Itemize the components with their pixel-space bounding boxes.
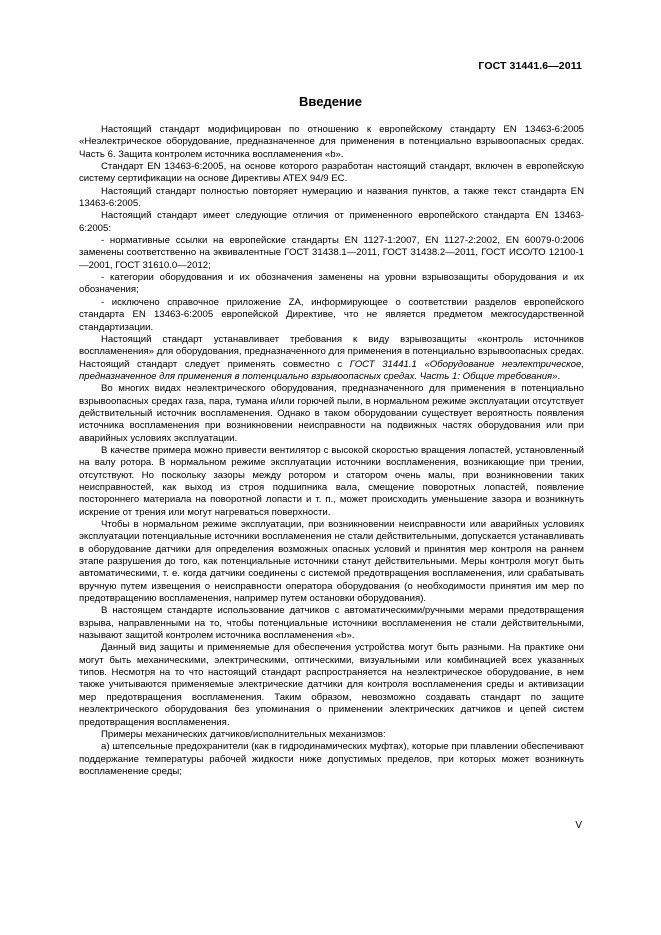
paragraph: Настоящий стандарт имеет следующие отличия от примененного европейского стандарта EN 13463-6:2005: [79,210,584,234]
body-text [79,124,584,778]
paragraph: В настоящем стандарте использование датчиков с автоматическими/ручными мерами предотвращения взрыва, направленными на то, чтобы потенциальные источники воспламенения не стали действительными, называют защитой контролем источника воспламенения «b». [79,605,584,642]
paragraph-text: Настоящий стандарт следует применять совместно с [79,358,350,370]
paragraph-end: . [557,370,561,382]
paragraph-text: Настоящий стандарт устанавливает требования к виду взрывозащиты «контроль источников воспламенения» для оборудования, предназначенного для применения в потенциально взрывоопасных средах. [79,333,584,358]
list-item: - исключено справочное приложение ZA, информирующее о соответствии разделов европейского стандарта EN 13463-6:2005 европейской Директиве, что не является предметом межгосударственной стандартизации. [79,296,584,333]
section-title: Введение [299,94,362,109]
list-item: - категории оборудования и их обозначения заменены на уровни взрывозащиты оборудования и их обозначения; [79,272,584,296]
paragraph [79,334,584,383]
paragraph: Примеры механических датчиков/исполнительных механизмов: [101,728,386,740]
list-item: - нормативные ссылки на европейские стандарты EN 1127-1:2007, EN 1127-2:2002, EN 60079-0:2006 заменены соответственно на эквивалентные ГОСТ 31438.1—2011, ГОСТ 31438.2—2011, ГОСТ ИСО/ТО 12100-1—2001, ГОСТ 31610.0—2012; [79,235,584,271]
paragraph: Настоящий стандарт полностью повторяет нумерацию и названия пунктов, а также текст стандарта EN 13463-6:2005. [79,185,584,210]
paragraph: Данный вид защиты и применяемые для обеспечения устройства могут быть разными. На практике они могут быть механическими, электрическими, оптическими, визуальными или комбинацией всех указанных типов. Несмотря на то что настоящий стандарт распространяется на неэлектрическое оборудование, в нем также учитываются применяемые электрические датчики для контроля воспламенения среды и активизации мер предотвращения воспламенения. Таким образом, невозможно создавать стандарт по защите неэлектрического оборудования без упоминания о применении электрических датчиков и цепей систем предотвращения воспламенения. [79,642,584,728]
document-code-header: ГОСТ 31441.6—2011 [478,60,582,72]
referenced-standard: ГОСТ 31441.1 «Оборудование неэлектрическое, предназначенное для применения в потенциально взрывоопасных средах. Часть 1: Общие требования» [79,358,584,382]
page-number: V [575,820,582,831]
paragraph: Настоящий стандарт модифицирован по отношению к европейскому стандарту EN 13463-6:2005 «Неэлектрическое оборудование, предназначенное для применения в потенциально взрывоопасных средах. Часть 6. Защита контролем источника воспламенения «b». [79,124,584,160]
paragraph: Чтобы в нормальном режиме эксплуатации, при возникновении неисправности или аварийных условиях эксплуатации потенциальные источники воспламенения не стали действительными, допускается устанавливать в оборудование датчики для определения возможных опасных условий и принятия мер контроля на раннем этапе разрушения до того, как потенциальные источники станут действительными. Меры контроля могут быть автоматическими, т. е. когда датчики соединены с системой предотвращения воспламенения, или срабатывать вручную путем извещения о неисправности оператора оборудования (о необходимости принятия им мер по предотвращению воспламенения, например путем остановки оборудования). [79,519,584,605]
paragraph: В качестве примера можно привести вентилятор с высокой скоростью вращения лопастей, установленный на валу ротора. В нормальном режиме эксплуатации источники воспламенения, возникающие при трении, отсутствуют. Но поскольку зазоры между ротором и статором очень малы, при возникновении таких неисправностей, как выход из строя подшипника вала, смещение поворотных лопастей, появление постороннего материала на поворотной лопасти и т. п., может происходить уменьшение зазора и возникнуть искрение от трения или могут нагреваться поверхности. [79,444,584,518]
paragraph: Стандарт EN 13463-6:2005, на основе которого разработан настоящий стандарт, включен в европейскую систему сертификации на основе Директивы ATEX 94/9 EC. [79,161,584,185]
list-item: а) штепсельные предохранители (как в гидродинамических муфтах), которые при плавлении обеспечивают поддержание температуры рабочей жидкости ниже допустимых пределов, при которых может возникнуть воспламенение среды; [79,741,584,777]
paragraph: Во многих видах неэлектрического оборудования, предназначенного для применения в потенциально взрывоопасных средах газа, пара, тумана и/или горючей пыли, в нормальном режиме эксплуатации отсутствует действительный источник воспламенения. Однако в таком оборудовании существует вероятность появления источника воспламенения при возникновении неисправности на подвижных частях оборудования или при аварийных условиях эксплуатации. [79,383,584,444]
